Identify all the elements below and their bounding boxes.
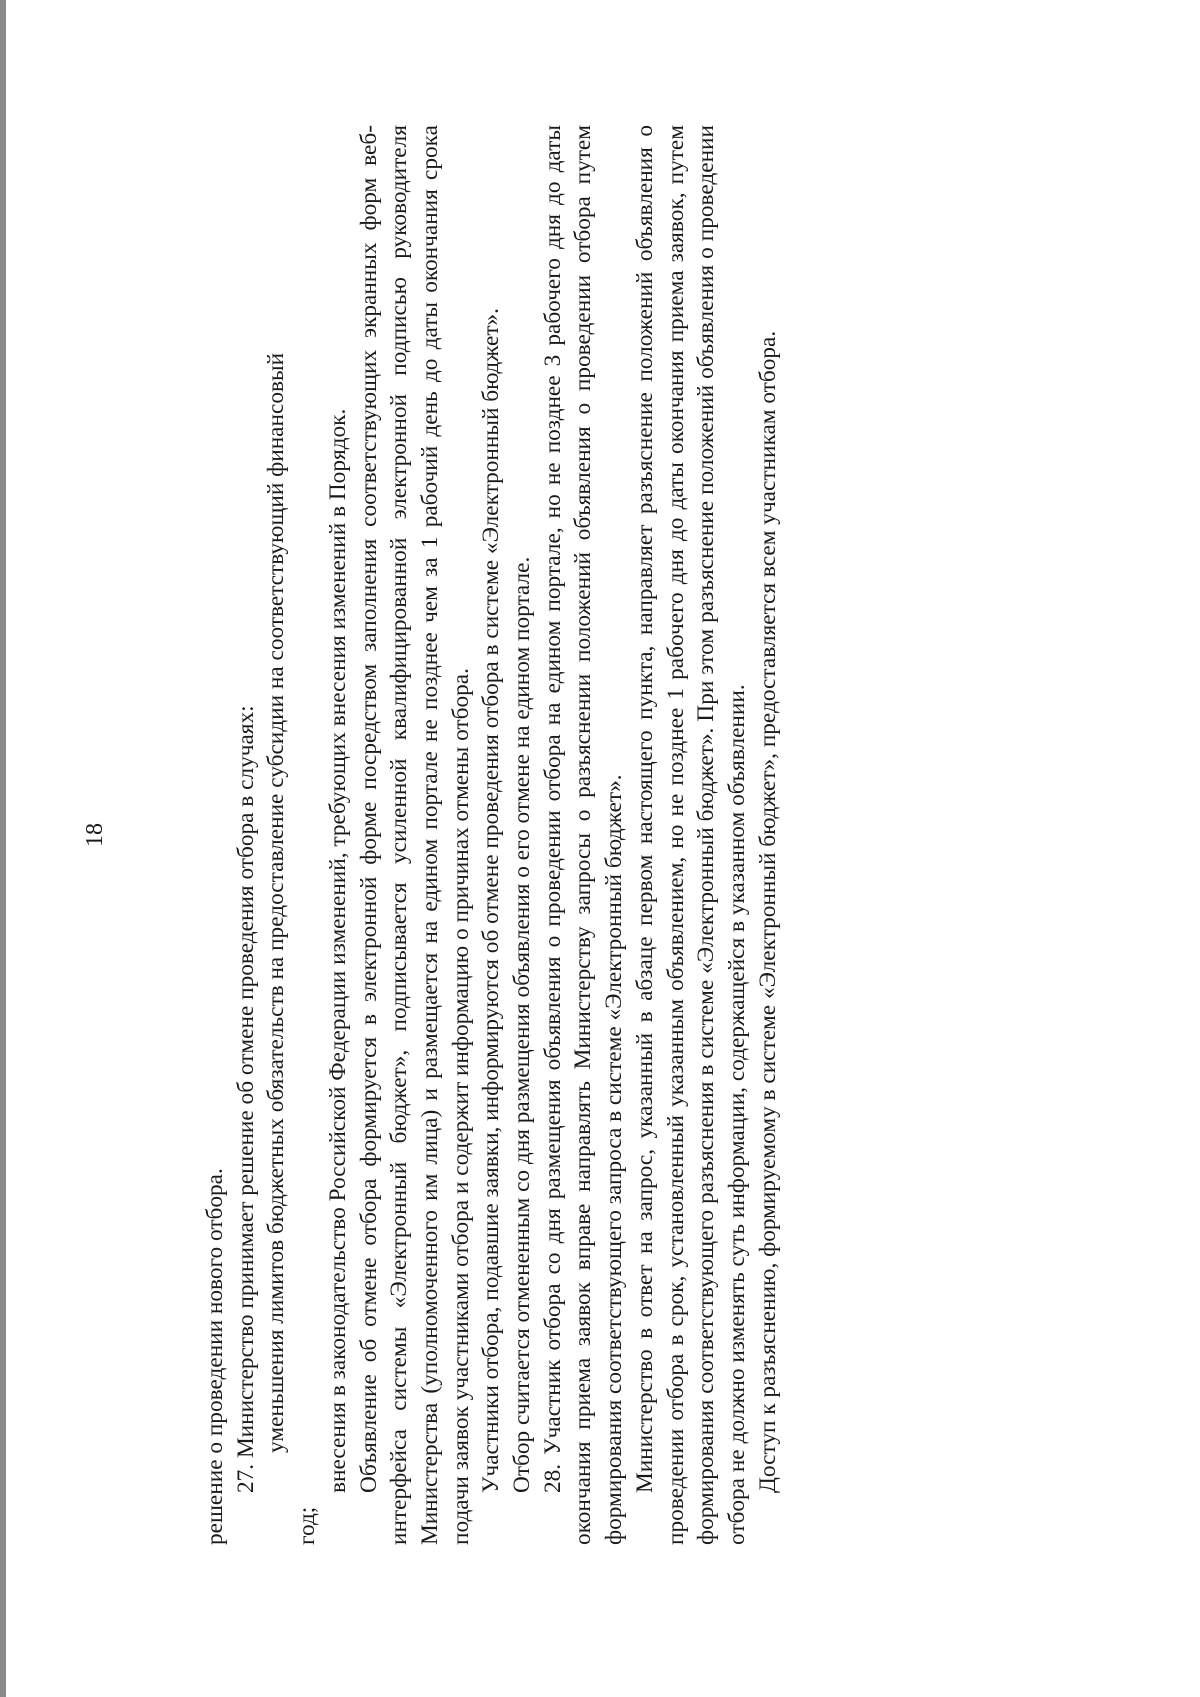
rotated-page: [82, 125, 1060, 1545]
paragraph: Участники отбора, подавшие заявки, информируются об отмене проведения отбора в системе «Электронный бюджет».: [478, 308, 505, 1493]
scan-edge: [0, 0, 6, 1697]
paragraph: Доступ к разъяснению, формируемому в системе «Электронный бюджет», предоставляется всем участникам отбора.: [754, 330, 781, 1493]
paragraph: Объявление об отмене отбора формируется в электронной форме посредством заполнения соответствующих экранных форм веб-интерфейса системы «Электронный бюджет», подписывается усиленной квалифицированной электронной подписью руководителя Министерства (уполномоченного им лица) и размещается на едином портале не позднее чем за 1 рабочий день до даты окончания срока подачи заявок участниками отбора и содержит информацию о причинах отмены отбора.: [355, 125, 474, 1545]
paragraph: внесения в законодательство Российской Федерации изменений, требующих внесения изменений в Порядок.: [324, 408, 351, 1493]
document-body: [200, 125, 783, 1545]
paragraph: уменьшения лимитов бюджетных обязательств на предоставление субсидии на соответствующий финансовый: [263, 352, 290, 1453]
paragraph: решение о проведении нового отбора.: [202, 1168, 228, 1545]
page-number: 18: [82, 823, 108, 847]
paragraph: 27. Министерство принимает решение об отмене проведения отбора в случаях:: [232, 705, 259, 1493]
paragraph: Отбор считается отмененным со дня размещения объявления о его отмене на едином портале.: [509, 556, 536, 1493]
paragraph: Министерство в ответ на запрос, указанный в абзаце первом настоящего пункта, направляет разъяснение положений объявления о проведении отбора в срок, установленный указанным объявлением, но не позднее 1 рабочего дня до даты окончания приема заявок, путем формирования соответствующего разъяснения в системе «Электронный бюджет». При этом разъяснение положений объявления о проведении отбора не должно изменять суть информации, содержащейся в указанном объявлении.: [631, 125, 750, 1545]
paragraph: 28. Участник отбора со дня размещения объявления о проведении отбора на едином портале, но не позднее 3 рабочего дня до даты окончания приема заявок вправе направлять Министерству запросы о разъяснении положений объявления о проведении отбора путем формирования соответствующего запроса в системе «Электронный бюджет».: [539, 125, 628, 1545]
paragraph: год;: [294, 1506, 321, 1545]
